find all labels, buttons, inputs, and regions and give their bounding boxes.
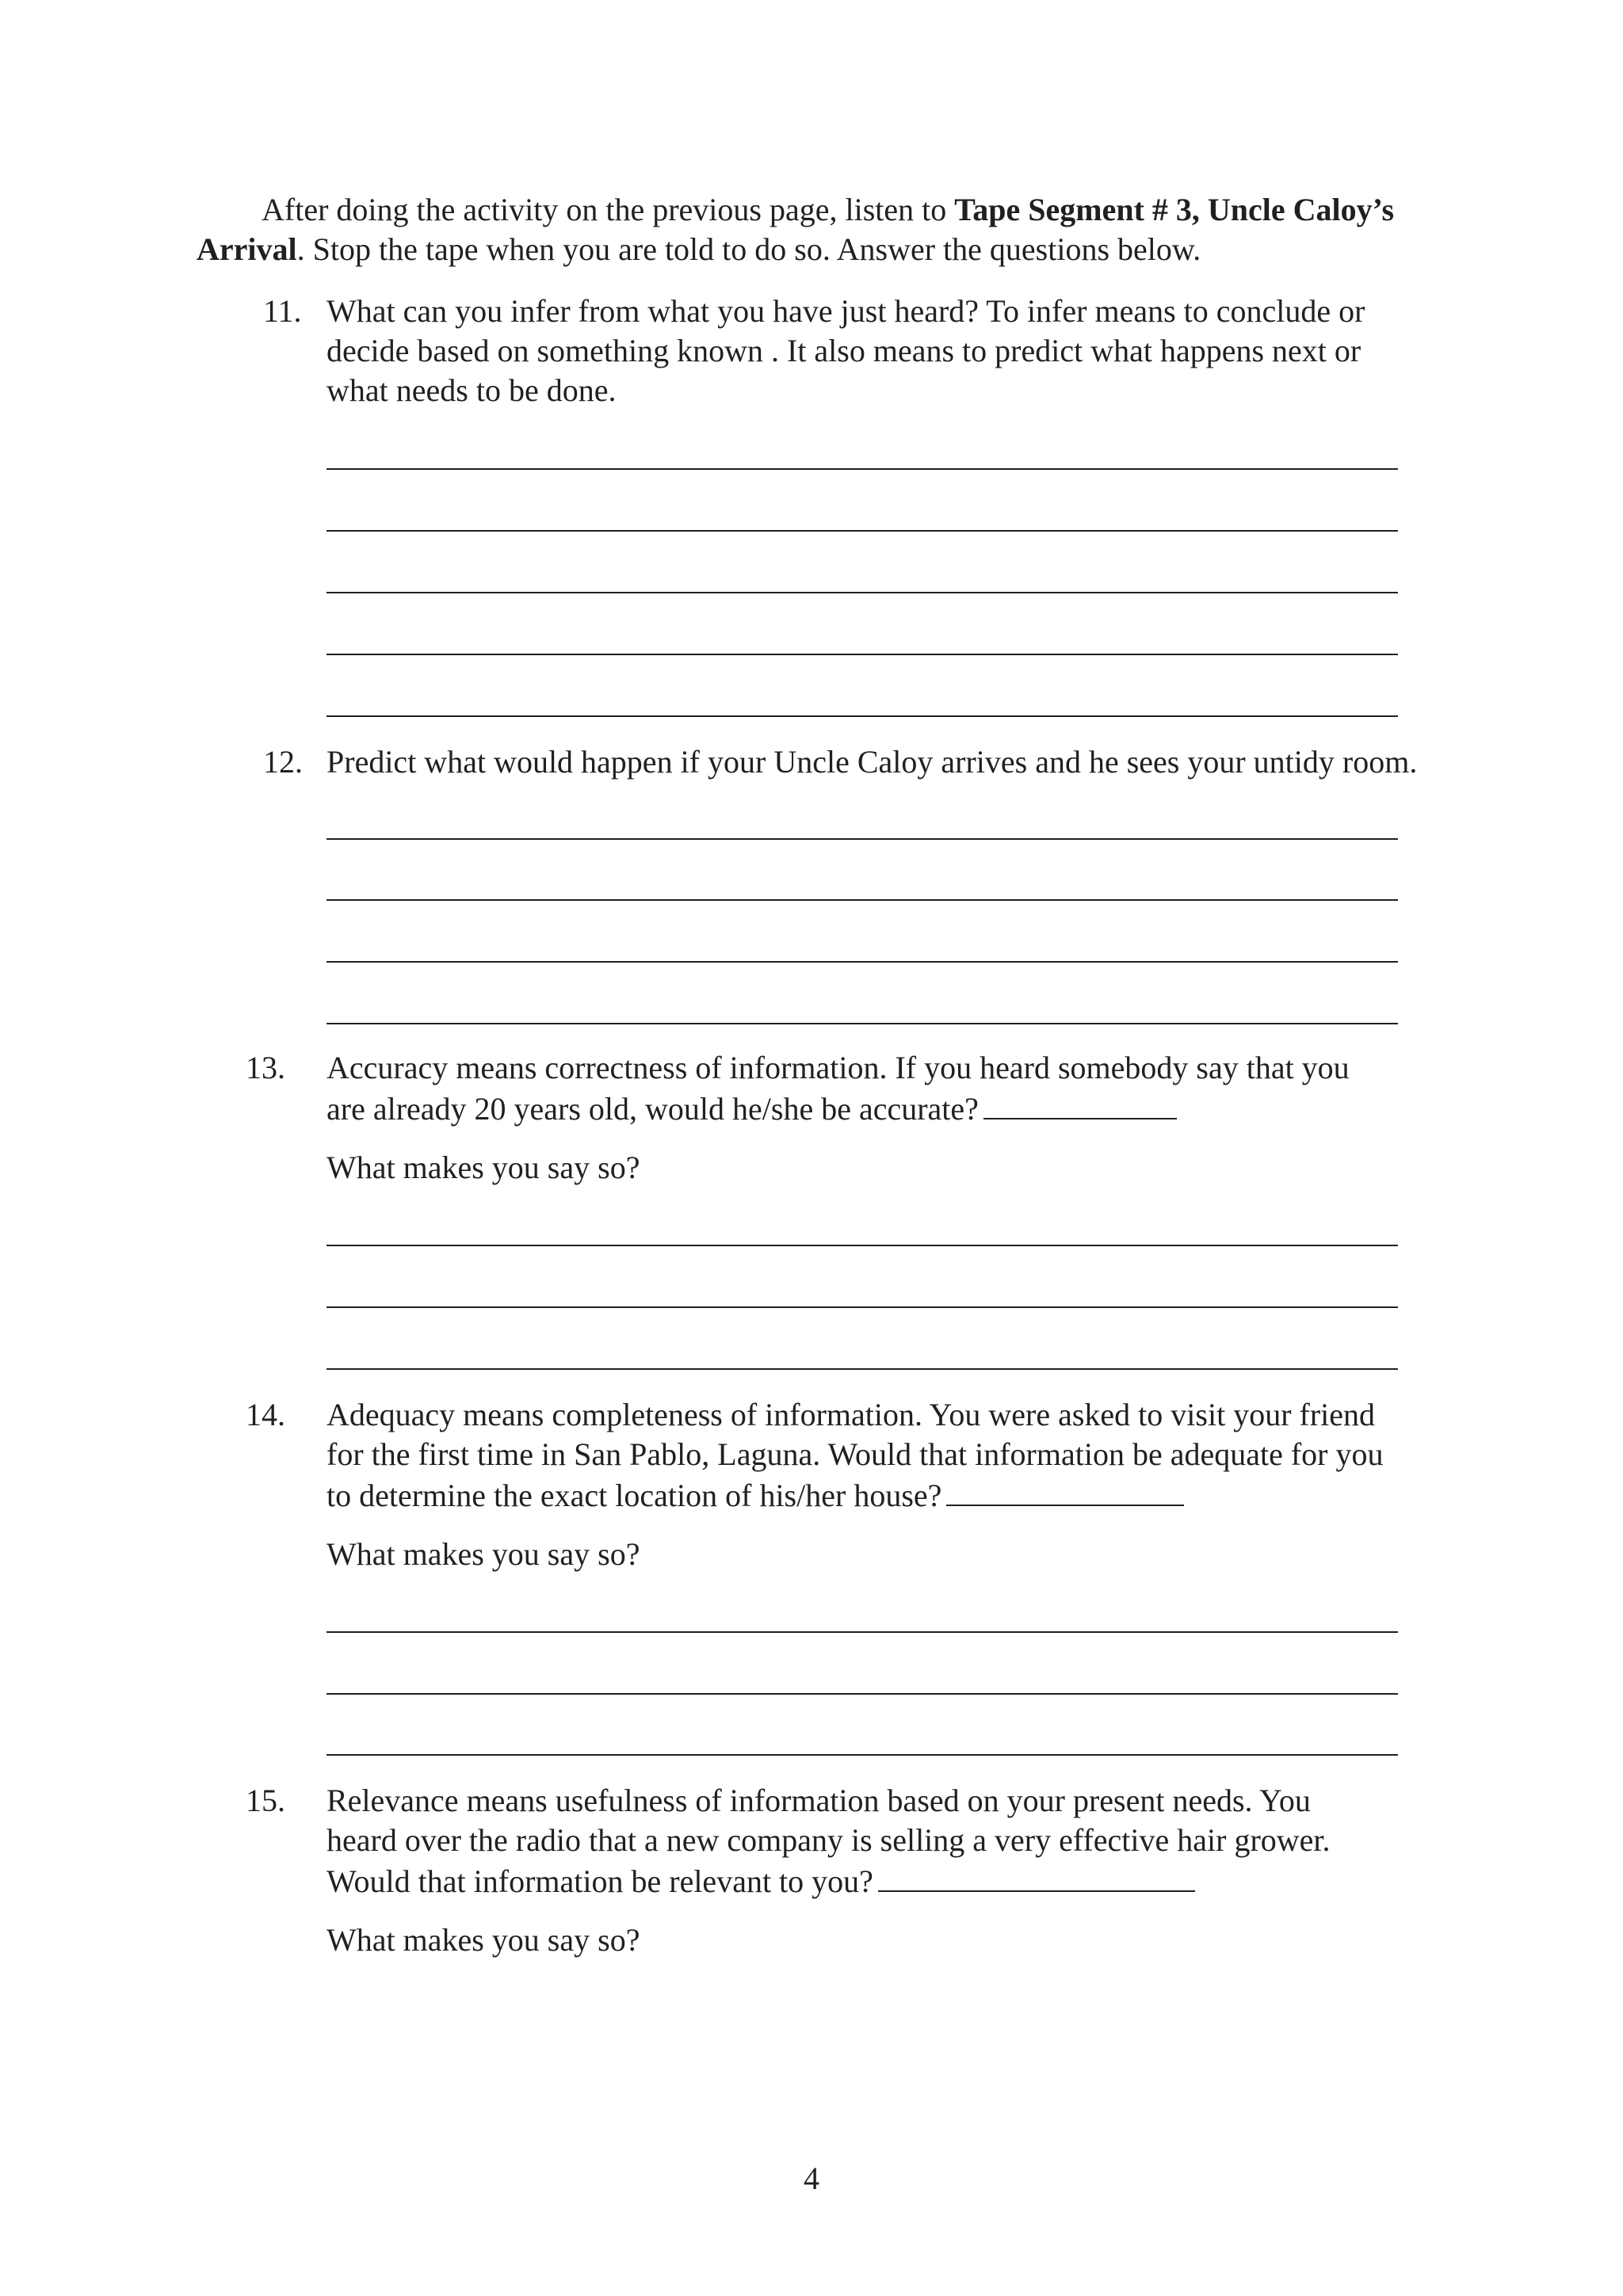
question-number: 11. — [263, 293, 302, 329]
short-answer-blank[interactable] — [983, 1088, 1177, 1119]
answer-line[interactable] — [327, 592, 1398, 593]
tape-segment-title-end: Arrival — [197, 231, 297, 267]
answer-line[interactable] — [327, 899, 1398, 901]
answer-line[interactable] — [327, 530, 1398, 532]
answer-line[interactable] — [327, 1754, 1398, 1756]
question-text: Predict what would happen if your Uncle Caloy arrives and he sees your untidy room. — [327, 744, 1418, 780]
intro-text: After doing the activity on the previous page, listen to — [262, 192, 955, 227]
answer-line[interactable] — [327, 1306, 1398, 1308]
answer-line[interactable] — [327, 1631, 1398, 1633]
question-number: 15. — [246, 1783, 285, 1818]
answer-line[interactable] — [327, 1023, 1398, 1024]
question-number: 13. — [246, 1050, 285, 1085]
answer-line[interactable] — [327, 715, 1398, 717]
question-number: 12. — [263, 744, 303, 780]
answer-line[interactable] — [327, 654, 1398, 655]
question-text: Adequacy means completeness of information. You were asked to visit your friend for the first time in San Pablo, Laguna. Would that information be adequate for you to determine the exact location of his/her house? — [327, 1397, 1384, 1513]
answer-line[interactable] — [327, 961, 1398, 963]
answer-line[interactable] — [327, 1245, 1398, 1246]
question-text: Relevance means usefulness of information based on your present needs. You heard over the radio that a new company is selling a very effective hair grower. Would that information be relevant to you? — [327, 1783, 1331, 1899]
short-answer-blank[interactable] — [878, 1860, 1195, 1892]
answer-line[interactable] — [327, 468, 1398, 470]
short-answer-blank[interactable] — [946, 1474, 1184, 1506]
question-text: Accuracy means correctness of information. If you heard somebody say that you are already 20 years old, would he/she be accurate? — [327, 1050, 1350, 1127]
follow-up-prompt: What makes you say so? — [327, 1150, 640, 1185]
question-number: 14. — [246, 1397, 285, 1432]
page-number: 4 — [804, 2161, 819, 2196]
intro-paragraph — [197, 190, 1417, 269]
intro-instructions: . Stop the tape when you are told to do so. Answer the questions below. — [296, 231, 1201, 267]
tape-segment-title: Tape Segment # 3, Uncle Caloy’s — [954, 192, 1395, 227]
question-text: What can you infer from what you have just heard? To infer means to conclude or decide based on something known . It also means to predict what happens next or what needs to be done. — [327, 293, 1365, 408]
answer-line[interactable] — [327, 838, 1398, 840]
answer-line[interactable] — [327, 1368, 1398, 1370]
answer-line[interactable] — [327, 1693, 1398, 1695]
follow-up-prompt: What makes you say so? — [327, 1922, 640, 1958]
follow-up-prompt: What makes you say so? — [327, 1536, 640, 1572]
